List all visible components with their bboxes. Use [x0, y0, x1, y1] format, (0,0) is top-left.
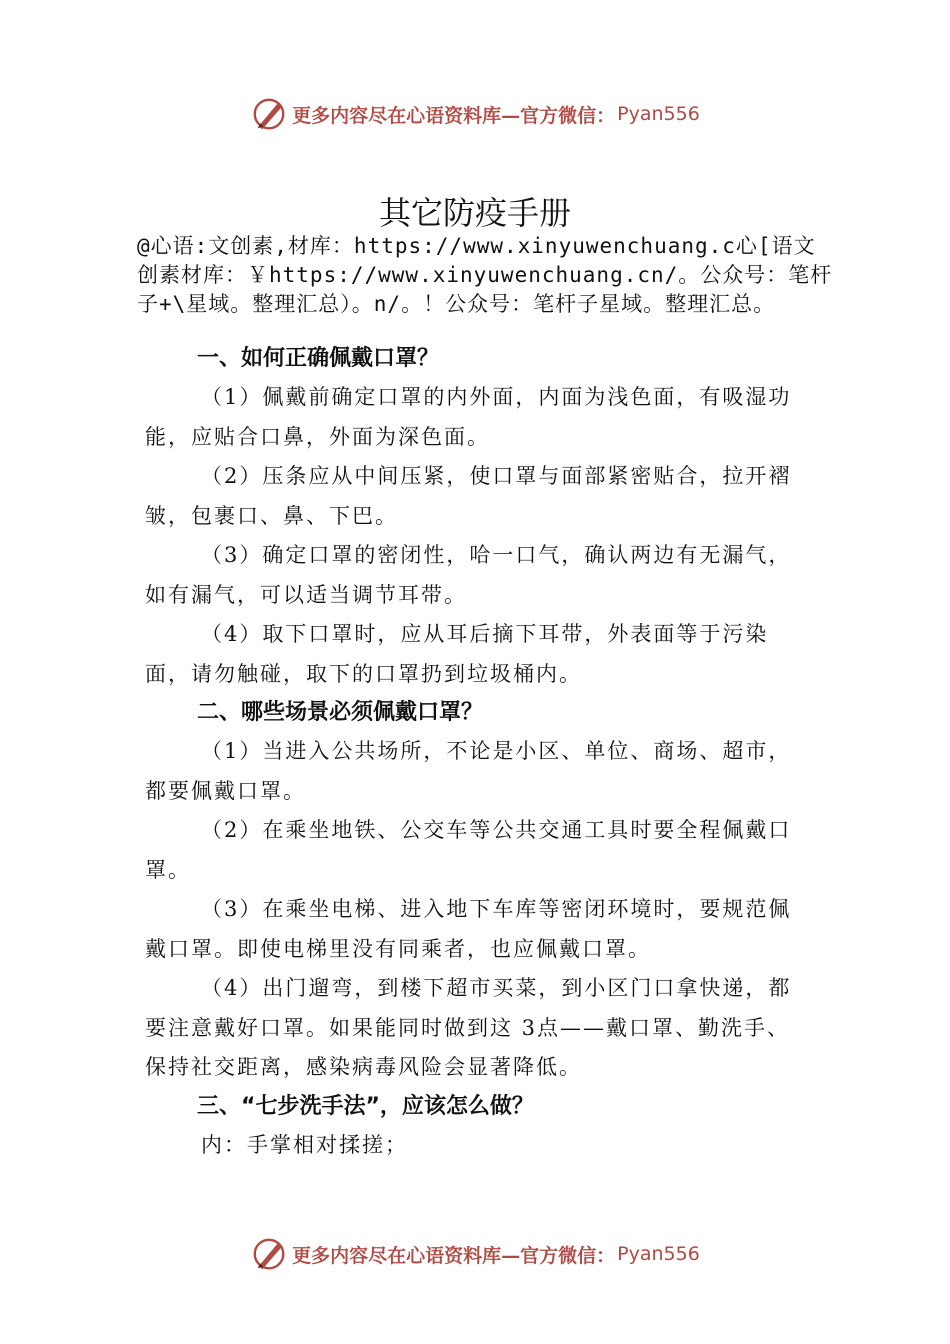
section-heading: 一、如何正确佩戴口罩？: [197, 346, 440, 371]
wechat-id: Pyan556: [617, 103, 700, 125]
section-heading: 二、哪些场景必须佩戴口罩？: [197, 700, 484, 725]
paragraph: （1）当进入公共场所，不论是小区、单位、商场、超市，都要佩戴口罩。: [145, 739, 792, 803]
header-banner: [0, 92, 950, 136]
paragraph: （3）确定口罩的密闭性，哈一口气，确认两边有无漏气，如有漏气，可以适当调节耳带。: [145, 543, 792, 607]
banner-text: 更多内容尽在心语资料库—官方微信：: [292, 104, 616, 127]
paragraph: （4）出门遛弯，到楼下超市买菜，到小区门口拿快递，都要注意戴好口罩。如果能同时做到这 3点——戴口罩、勤洗手、保持社交距离，感染病毒风险会显著降低。: [145, 976, 792, 1079]
document-body: [145, 340, 810, 1165]
banner-text: 更多内容尽在心语资料库—官方微信：: [292, 1244, 616, 1267]
source-note: @心语:文创素,材库：https://www.xinyuwenchuang.c心[语文创素材库：￥https://www.xinyuwenchuang.cn/。公众号：笔杆子+\星域。整理汇总）。n/。！公众号：笔杆子星域。整理汇总。: [137, 234, 833, 316]
paragraph: （2）在乘坐地铁、公交车等公共交通工具时要全程佩戴口罩。: [145, 818, 792, 882]
paragraph: （2）压条应从中间压紧，使口罩与面部紧密贴合，拉开褶皱，包裹口、鼻、下巴。: [145, 464, 792, 528]
paragraph: （4）取下口罩时，应从耳后摘下耳带，外表面等于污染面，请勿触碰，取下的口罩扔到垃圾桶内。: [145, 622, 769, 686]
wechat-id: Pyan556: [617, 1243, 700, 1265]
pen-logo-icon: [250, 95, 288, 133]
footer-banner: [0, 1232, 950, 1276]
paragraph: （1）佩戴前确定口罩的内外面，内面为浅色面，有吸湿功能，应贴合口鼻，外面为深色面。: [145, 385, 792, 449]
page-title: 其它防疫手册: [378, 194, 571, 232]
pen-logo-icon: [250, 1235, 288, 1273]
section-heading: 三、“七步洗手法”，应该怎么做？: [197, 1093, 534, 1119]
paragraph: （3）在乘坐电梯、进入地下车库等密闭环境时，要规范佩戴口罩。即使电梯里没有同乘者，也应佩戴口罩。: [145, 897, 792, 961]
paragraph: 内：手掌相对揉搓；: [201, 1132, 408, 1157]
